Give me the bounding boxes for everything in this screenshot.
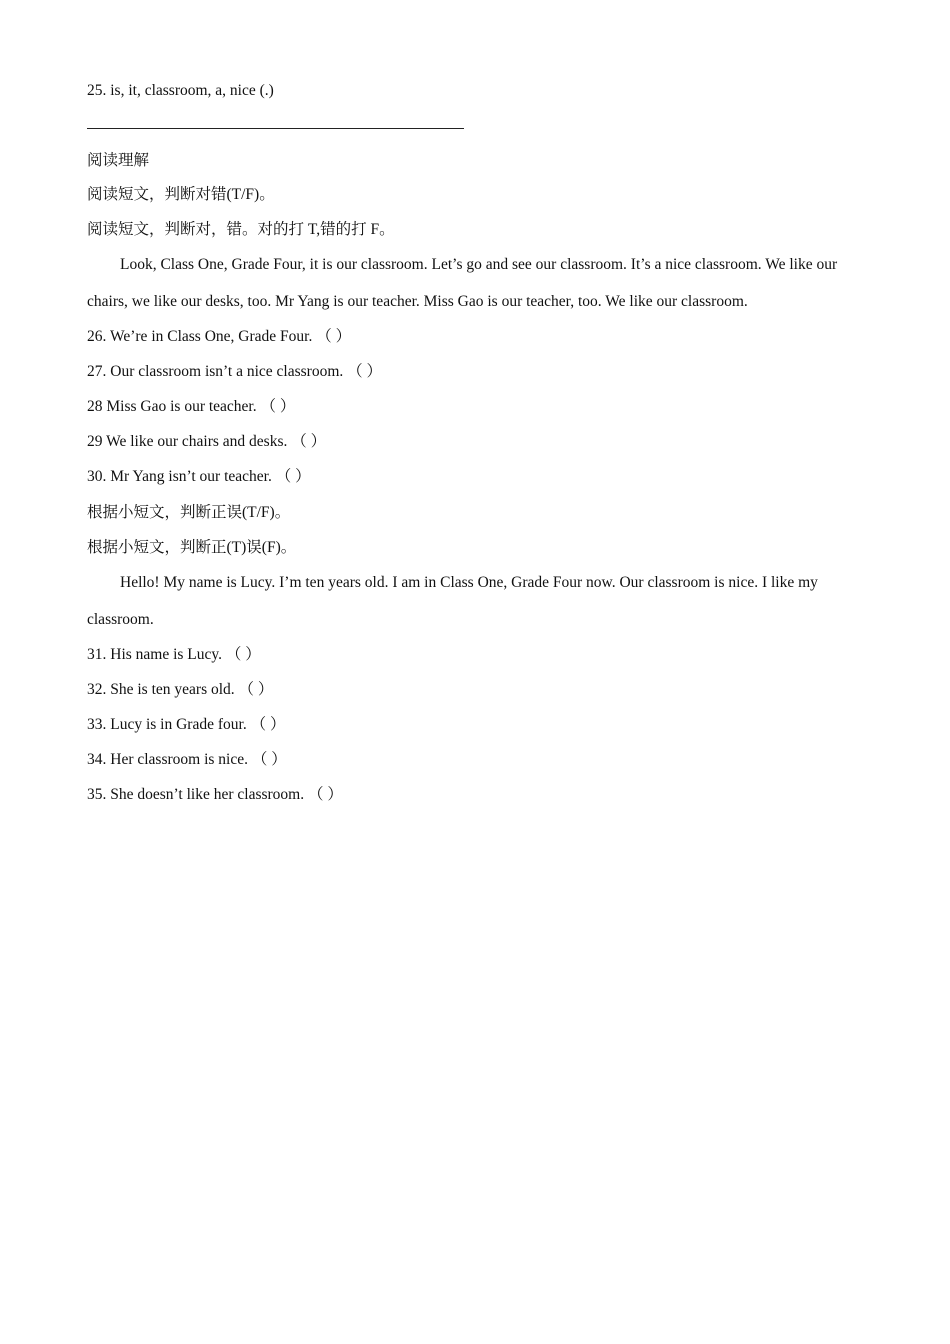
question-text: 27. Our classroom isn’t a nice classroom.: [87, 363, 344, 380]
question-30: [87, 467, 311, 487]
question-34: [87, 750, 287, 770]
question-31: [87, 645, 261, 665]
answer-blank[interactable]: （ ）: [260, 398, 296, 415]
question-text: 26. We’re in Class One, Grade Four.: [87, 328, 313, 345]
answer-blank[interactable]: （ ）: [225, 646, 261, 663]
part1-instruction-1: 阅读短文，判断对错(T/F)。: [87, 186, 275, 203]
question-33: [87, 715, 285, 735]
answer-blank[interactable]: （ ）: [307, 786, 343, 803]
question-text: 30. Mr Yang isn’t our teacher.: [87, 468, 272, 485]
question-text: 32. She is ten years old.: [87, 681, 235, 698]
question-26: [87, 327, 351, 347]
question-text: 33. Lucy is in Grade four.: [87, 716, 247, 733]
answer-blank[interactable]: （ ）: [291, 433, 327, 450]
answer-blank[interactable]: （ ）: [347, 363, 383, 380]
part1-passage: Look, Class One, Grade Four, it is our classroom. Let’s go and see our classroom. It’s a nice classroom. We like our chairs, we like our desks, too. Mr Yang is our teacher. Miss Gao is our teacher, too. We like our classroom.: [87, 256, 838, 310]
question-text: 28 Miss Gao is our teacher.: [87, 398, 257, 415]
question-35: [87, 785, 343, 805]
answer-blank[interactable]: （ ）: [316, 328, 352, 345]
part2-passage: Hello! My name is Lucy. I’m ten years old. I am in Class One, Grade Four now. Our classroom is nice. I like my classroom.: [87, 574, 818, 628]
question-text: 31. His name is Lucy.: [87, 646, 223, 663]
question-25: 25. is, it, classroom, a, nice (.): [87, 82, 274, 99]
part2-instruction-1: 根据小短文，判断正误(T/F)。: [87, 504, 291, 521]
question-text: 29 We like our chairs and desks.: [87, 433, 288, 450]
question-29: [87, 432, 326, 452]
question-27: [87, 362, 382, 382]
question-28: [87, 397, 295, 417]
answer-blank[interactable]: （ ）: [250, 716, 286, 733]
question-text: 35. She doesn’t like her classroom.: [87, 786, 305, 803]
answer-blank[interactable]: （ ）: [238, 681, 274, 698]
question-text: 34. Her classroom is nice.: [87, 751, 248, 768]
answer-line: [87, 128, 464, 129]
answer-blank[interactable]: （ ）: [251, 751, 287, 768]
section-title: 阅读理解: [87, 152, 150, 169]
answer-blank[interactable]: （ ）: [275, 468, 311, 485]
question-32: [87, 680, 273, 700]
part2-instruction-2: 根据小短文，判断正(T)误(F)。: [87, 539, 297, 556]
part1-instruction-2: 阅读短文，判断对，错。对的打 T,错的打 F。: [87, 221, 395, 238]
